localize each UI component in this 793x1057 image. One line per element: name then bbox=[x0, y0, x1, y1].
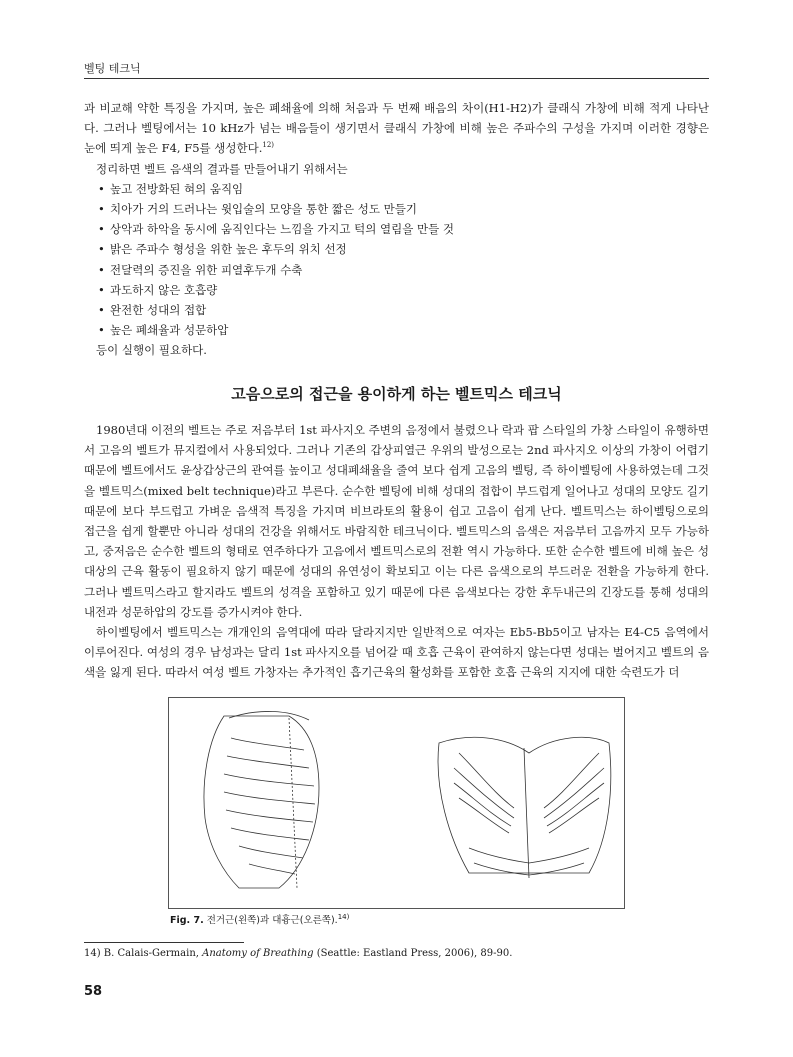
continued-paragraph-text: 과 비교해 약한 특징을 가지며, 높은 폐쇄율에 의해 처음과 두 번째 배음의 차이(H1-H2)가 클래식 가창에 비해 적게 나타난다. 그러나 벨팅에서는 10 kHz가 넘는 배음들이 생기면서 클래식 가창에 비해 높은 주파수의 구성을 가지며 이러한 경향은 눈에 띄게 높은 F4, F5를 생성한다. bbox=[84, 101, 709, 156]
requirements-list bbox=[84, 179, 709, 341]
section-heading: 고음으로의 접근을 용이하게 하는 벨트믹스 테크닉 bbox=[231, 385, 562, 403]
figure-citation: 14) bbox=[337, 912, 350, 921]
paragraph-high-belting: 하이벨팅에서 벨트믹스는 개개인의 음역대에 따라 달라지지만 일반적으로 여자는 Eb5-Bb5이고 남자는 E4-C5 음역에서 이루어진다. 여성의 경우 남성과는 달리 1st 파사지오를 넘어갈 때 호흡 근육이 관여하지 않는다면 성대는 벌어지고 벨트의 음색을 잃게 된다. 따라서 여성 벨트 가창자는 추가적인 흡기근육의 활성화를 포함한 호흡 근육의 지지에 대한 숙련도가 더 bbox=[84, 625, 709, 680]
section1-body bbox=[84, 98, 709, 361]
pectoralis-major-illustration bbox=[438, 737, 611, 878]
footnote-prefix: 14) B. Calais-Germain, bbox=[84, 948, 203, 959]
citation-12: 12) bbox=[262, 141, 275, 150]
figure-label: Fig. 7. bbox=[170, 915, 204, 926]
footnote-suffix: (Seattle: Eastland Press, 2006), 89-90. bbox=[313, 948, 513, 959]
footnote-book-title: Anatomy of Breathing bbox=[202, 948, 314, 959]
header-rule bbox=[84, 78, 709, 79]
footnote-rule bbox=[84, 942, 244, 943]
list-item: • 완전한 성대의 접합 bbox=[98, 300, 709, 320]
serratus-anterior-illustration bbox=[204, 711, 319, 888]
footnote bbox=[84, 948, 512, 959]
list-item: • 전달력의 증진을 위한 피열후두개 수축 bbox=[98, 260, 709, 280]
figure-frame bbox=[168, 697, 625, 909]
section2-body bbox=[84, 420, 709, 683]
figure-caption-text: 전거근(왼쪽)과 대흉근(오른쪽). bbox=[203, 915, 338, 926]
paragraph-belt-history: 1980년대 이전의 벨트는 주로 저음부터 1st 파사지오 주변의 음정에서 불렸으나 락과 팝 스타일의 가창 스타일이 유행하면서 고음의 벨트가 뮤지컬에서 사용되었다. 그러나 기존의 갑상피열근 우위의 발성으로는 2nd 파사지오 이상의 가창이 어렵기 때문에 벨트에서도 윤상갑상근의 관여를 높이고 성대폐쇄율을 줄여 보다 쉽게 고음의 벨팅, 즉 하이벨팅에 사용하였는데 그것을 벨트믹스(mixed belt technique)라고 부른다. 순수한 벨팅에 비해 성대의 접합이 부드럽게 일어나고 성대의 모양도 길기 때문에 보다 부드럽고 가벼운 음색적 특징을 가지며 비브라토의 활용이 쉽고 고음이 쉽게 난다. 벨트믹스는 하이벨팅으로의 접근을 쉽게 할뿐만 아니라 성대의 건강을 위해서도 바람직한 테크닉이다. 벨트믹스의 음색은 저음부터 고음까지 모두 가능하고, 중저음은 순수한 벨트의 형태로 연주하다가 고음에서 벨트믹스로의 전환 역시 가능하다. 또한 순수한 벨트에 비해 높은 성대상의 근육 활동이 필요하지 않기 때문에 성대의 유연성이 확보되고 이는 다른 음색으로의 부드러운 전환을 가능하게 한다. 그러나 벨트믹스라고 할지라도 벨트의 성격을 포함하고 있기 때문에 다른 음색보다는 강한 후두내근의 긴장도를 통해 성대의 내전과 성문하압의 강도를 증가시켜야 한다. bbox=[84, 423, 709, 619]
page-number: 58 bbox=[84, 984, 103, 999]
running-title: 벨팅 테크닉 bbox=[84, 62, 141, 75]
list-item: • 상악과 하악을 동시에 움직인다는 느낌을 가지고 턱의 열림을 만들 것 bbox=[98, 219, 709, 239]
figure-caption bbox=[170, 912, 349, 926]
list-item: • 과도하지 않은 호흡량 bbox=[98, 280, 709, 300]
list-item: • 밝은 주파수 형성을 위한 높은 후두의 위치 선정 bbox=[98, 239, 709, 259]
list-item: • 높고 전방화된 혀의 움직임 bbox=[98, 179, 709, 199]
summary-conclusion: 등이 실행이 필요하다. bbox=[96, 343, 207, 358]
continued-paragraph bbox=[84, 98, 709, 159]
anatomy-illustration bbox=[169, 698, 624, 908]
list-item: • 치아가 거의 드러나는 윗입술의 모양을 통한 짧은 성도 만들기 bbox=[98, 199, 709, 219]
summary-intro: 정리하면 벨트 음색의 결과를 만들어내기 위해서는 bbox=[96, 161, 348, 176]
list-item: • 높은 폐쇄율과 성문하압 bbox=[98, 320, 709, 340]
